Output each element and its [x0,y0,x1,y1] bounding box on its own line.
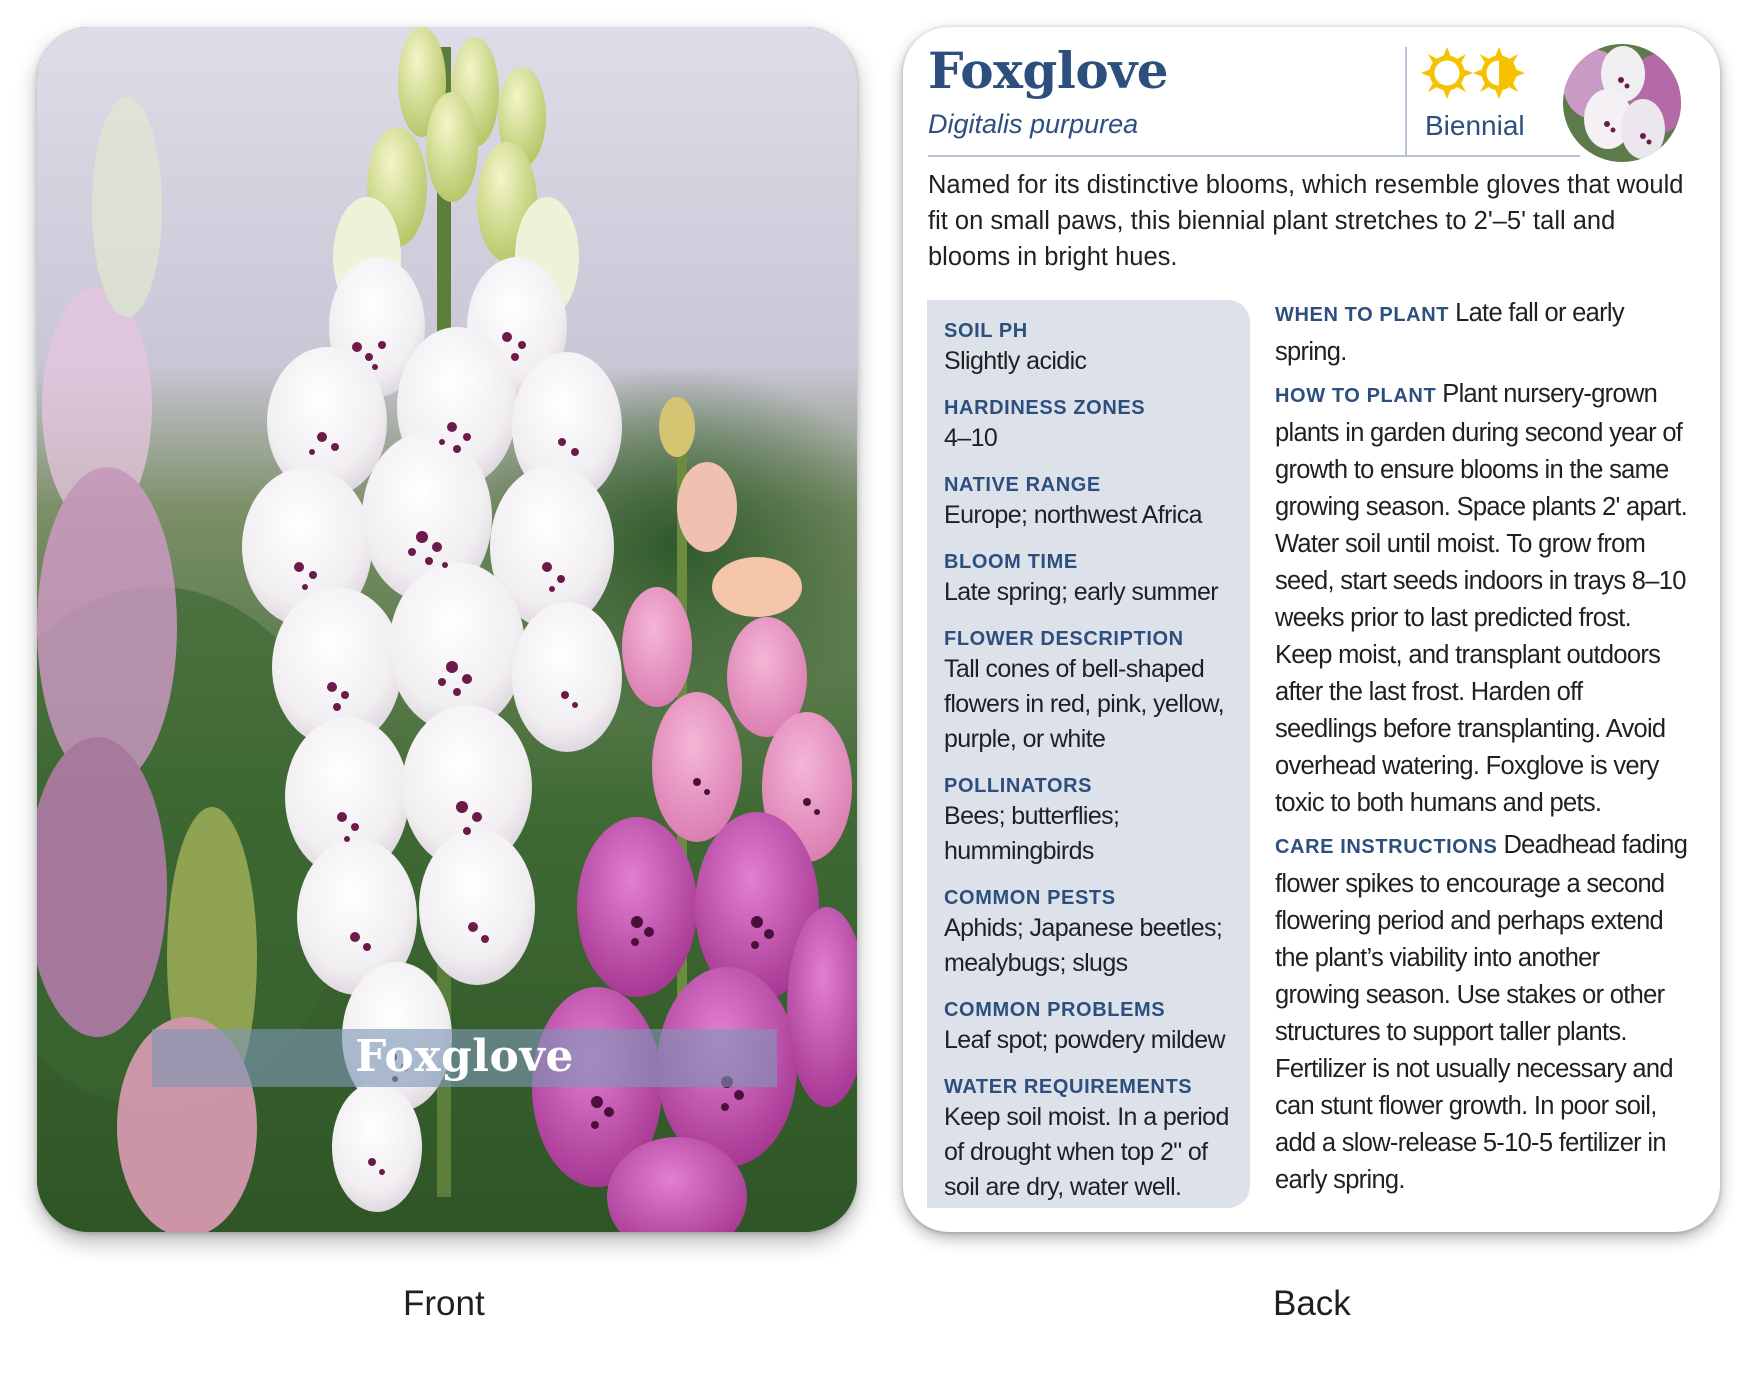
plant-intro: Named for its distinctive blooms, which resemble gloves that would fit on small paws, this biennial plant stretches to 2'–5' tall and blooms in bright hues. [928,171,1684,271]
fact-value: Slightly acidic [944,347,1087,375]
section-how-to-plant [1275,376,1690,822]
fact-label: FLOWER DESCRIPTION [944,628,1184,650]
fact-value: Late spring; early summer [944,578,1219,606]
fact-value: Aphids; Japanese beetles; mealybugs; slugs [944,914,1223,977]
plant-scientific-name: Digitalis purpurea [928,109,1139,139]
section-label: WHEN TO PLANT [1275,304,1450,326]
fact-common-problems [944,997,1244,1058]
fact-value: Europe; northwest Africa [944,501,1202,529]
front-card [37,27,857,1232]
fact-soil-ph [944,318,1244,379]
sun-exposure-icons [1419,45,1527,101]
fact-label: POLLINATORS [944,775,1093,797]
lifecycle-label: Biennial [1425,110,1525,141]
section-text: Late fall or early spring. [1275,299,1624,366]
section-when-to-plant [1275,295,1690,371]
fact-label: WATER REQUIREMENTS [944,1076,1193,1098]
quick-facts-panel [927,300,1250,1208]
section-label: CARE INSTRUCTIONS [1275,836,1498,858]
fact-label: NATIVE RANGE [944,474,1101,496]
foxglove-thumbnail [1563,44,1681,162]
fact-water-requirements [944,1074,1244,1205]
fact-value: 4–10 [944,424,998,452]
fact-common-pests [944,885,1244,981]
fact-label: BLOOM TIME [944,551,1078,573]
planting-instructions [1275,295,1690,1204]
fact-value: Bees; butterflies; hummingbirds [944,802,1120,865]
fact-value: Leaf spot; powdery mildew [944,1026,1225,1054]
full-sun-icon [1421,47,1473,99]
fact-flower-description [944,626,1244,757]
front-caption: Front [403,1284,485,1323]
front-card-title: Foxglove [355,1031,574,1082]
fact-value: Tall cones of bell-shaped flowers in red, pink, yellow, purple, or white [944,655,1224,753]
partial-sun-icon [1473,47,1525,99]
fact-value: Keep soil moist. In a period of drought when top 2" of soil are dry, water well. [944,1103,1229,1201]
fact-hardiness-zones [944,395,1244,456]
plant-common-name: Foxglove [928,41,1169,100]
fact-bloom-time [944,549,1244,610]
fact-pollinators [944,773,1244,869]
fact-label: COMMON PESTS [944,887,1116,909]
section-text: Plant nursery-grown plants in garden during second year of growth to ensure blooms in the same growing season. Space plants 2' apart. Water soil until moist. To grow from seed, start seeds indoors in trays 8–10 weeks prior to last predicted frost. Keep moist, and transplant outdoors after the last frost. Harden off seedlings before transplanting. Avoid overhead watering. Foxglove is very toxic to both humans and pets. [1275,380,1688,817]
back-card [903,27,1720,1232]
front-title-banner [152,1029,777,1087]
fact-label: SOIL PH [944,320,1028,342]
header-divider [1405,47,1407,157]
header-rule [928,155,1580,157]
section-label: HOW TO PLANT [1275,385,1437,407]
back-caption: Back [1273,1284,1351,1323]
fact-label: HARDINESS ZONES [944,397,1146,419]
section-care-instructions [1275,827,1690,1199]
fact-native-range [944,472,1244,533]
fact-label: COMMON PROBLEMS [944,999,1166,1021]
section-text: Deadhead fading flower spikes to encourage a second flowering period and perhaps extend the plant’s viability into another growing season. Use stakes or other structures to support taller plants. Fertilizer is not usually necessary and can stunt flower growth. In poor soil, add a slow-release 5-10-5 fertilizer in early spring. [1275,831,1688,1194]
